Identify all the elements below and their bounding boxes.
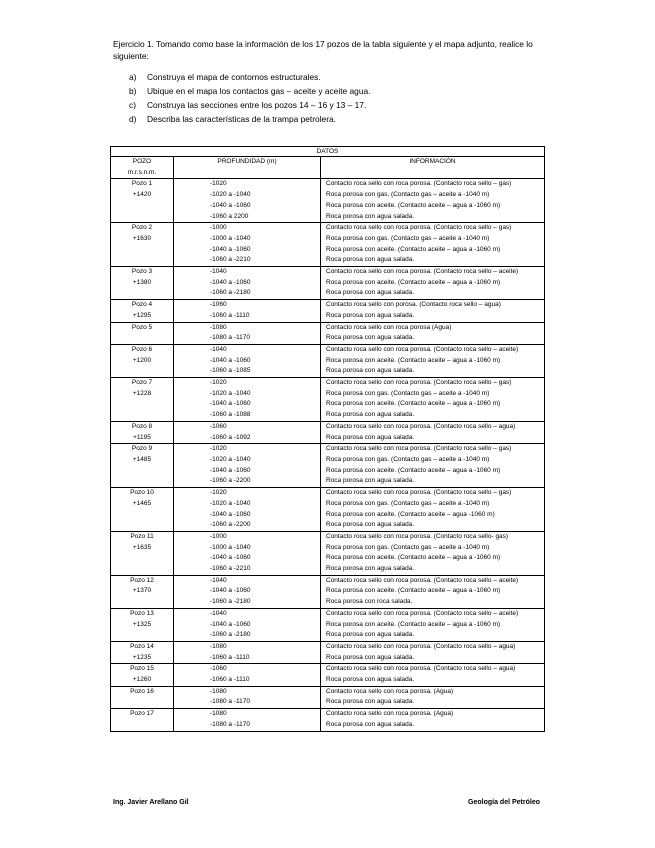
cell-pozo xyxy=(111,664,174,686)
pozo-line: +1370 xyxy=(132,587,152,595)
depth-line: -1020 a -1040 xyxy=(210,455,251,463)
cell-informacion xyxy=(321,488,545,532)
cell-pozo xyxy=(111,378,174,422)
exercise-intro: Ejercicio 1. Tomando como base la información de los 17 pozos de la tabla siguiente y el mapa adjunto, realice lo siguiente: xyxy=(113,39,533,61)
task-text: Construya las secciones entre los pozos 14 – 16 y 13 – 17. xyxy=(147,100,367,110)
cell-pozo xyxy=(111,641,174,663)
info-line: Contacto roca sello con roca porosa. (Contacto roca sello- gas) xyxy=(326,532,509,540)
exercise-block xyxy=(113,38,553,128)
depth-line: -1060 a -2180 xyxy=(210,289,251,297)
pozo-line: Pozo 9 xyxy=(131,445,153,453)
cell-profundidad xyxy=(174,322,321,344)
depth-line: -1060 a -1085 xyxy=(210,367,251,375)
header-pozo-unit: m.r.s.n.m. xyxy=(127,168,157,176)
cell-pozo xyxy=(111,488,174,532)
task-text: Ubique en el mapa los contactos gas – aceite y aceite agua. xyxy=(147,86,371,96)
cell-profundidad xyxy=(174,531,321,575)
task-marker: c) xyxy=(129,100,136,110)
cell-pozo xyxy=(111,267,174,300)
table-row xyxy=(111,344,545,377)
depth-line: -1000 a -1040 xyxy=(210,234,251,242)
depth-line: -1060 a -1110 xyxy=(210,676,250,684)
info-line: Roca porosa con agua salada. xyxy=(326,676,415,684)
pozo-line: +1195 xyxy=(133,433,151,441)
depth-line: -1060 a -2210 xyxy=(210,565,251,573)
footer-author: Ing. Javier Arellano Gil xyxy=(113,799,189,806)
info-line: Contacto roca sello con porosa. (Contacto roca sello – agua) xyxy=(326,301,501,309)
cell-pozo xyxy=(111,575,174,608)
cell-pozo xyxy=(111,421,174,443)
info-line: Contacto roca sello con roca porosa. (Contacto roca sello – agua) xyxy=(326,642,516,650)
depth-line: -1020 a -1040 xyxy=(210,499,251,507)
task-item xyxy=(129,72,553,83)
cell-informacion xyxy=(321,686,545,708)
depth-line: -1020 xyxy=(210,445,227,453)
cell-informacion xyxy=(321,575,545,608)
pozo-line: Pozo 16 xyxy=(130,687,154,695)
table-row xyxy=(111,575,545,608)
pozo-line: Pozo 14 xyxy=(130,642,154,650)
depth-line: -1040 a -1060 xyxy=(210,278,251,286)
info-line: Roca porosa con agua salada. xyxy=(326,212,415,220)
pozo-line: Pozo 6 xyxy=(131,345,153,353)
cell-informacion xyxy=(321,421,545,443)
info-line: Contacto roca sello con roca porosa. (Contacto roca sello – gas) xyxy=(326,379,512,387)
depth-line: -1060 a -2210 xyxy=(210,256,251,264)
depth-line: -1060 xyxy=(210,422,227,430)
table-row xyxy=(111,709,545,731)
info-line: Roca porosa con gas. (Contacto gas – aceite a -1040 m) xyxy=(326,389,490,397)
task-marker: d) xyxy=(129,114,137,124)
task-item xyxy=(129,100,553,111)
table-row xyxy=(111,686,545,708)
wells-data-table xyxy=(110,146,545,732)
depth-line: -1080 xyxy=(210,687,227,695)
info-line: Roca porosa con gas. (Contacto gas – aceite a -1040 m) xyxy=(326,191,490,199)
depth-line: -1060 a 2200 xyxy=(210,212,249,220)
table-body xyxy=(111,179,545,731)
info-line: Contacto roca sello con roca porosa. (Contacto roca sello – gas) xyxy=(326,445,512,453)
pozo-line: Pozo 3 xyxy=(131,268,153,276)
cell-profundidad xyxy=(174,686,321,708)
cell-profundidad xyxy=(174,575,321,608)
header-pozo xyxy=(111,157,174,179)
depth-line: -1020 xyxy=(210,180,227,188)
pozo-line: Pozo 10 xyxy=(130,489,154,497)
cell-pozo xyxy=(111,344,174,377)
pozo-line: +1485 xyxy=(132,455,152,463)
table-row xyxy=(111,267,545,300)
info-line: Contacto roca sello con roca porosa. (Contacto roca sello – gas) xyxy=(326,224,512,232)
cell-informacion xyxy=(321,444,545,488)
task-text: Construya el mapa de contornos estructurales. xyxy=(147,72,321,82)
depth-line: -1040 a -1060 xyxy=(210,400,251,408)
cell-profundidad xyxy=(174,488,321,532)
depth-line: -1060 xyxy=(210,301,227,309)
cell-profundidad xyxy=(174,709,321,731)
cell-informacion xyxy=(321,179,545,223)
cell-informacion xyxy=(321,608,545,641)
info-line: Roca porosa con aceite. (Contacto aceite – agua a -1060 m) xyxy=(326,620,501,628)
pozo-line: Pozo 17 xyxy=(130,710,154,718)
cell-pozo xyxy=(111,444,174,488)
info-line: Contacto roca sello con roca porosa. (Contacto roca sello – gas) xyxy=(326,489,512,497)
depth-line: -1060 a -2180 xyxy=(210,598,251,606)
table-row xyxy=(111,378,545,422)
cell-pozo xyxy=(111,300,174,322)
depth-line: -1060 a -2200 xyxy=(210,477,251,485)
info-line: Roca porosa con aceite. (Contacto aceite – agua a -1060 m) xyxy=(326,356,501,364)
pozo-line: Pozo 4 xyxy=(131,301,153,309)
depth-line: -1080 a -1170 xyxy=(210,720,250,728)
pozo-line: +1635 xyxy=(132,543,152,551)
info-line: Contacto roca sello con roca porosa. (Contacto roca sello – agua) xyxy=(326,665,516,673)
info-line: Roca porosa con gas. (Contacto gas – aceite a -1040 m) xyxy=(326,543,490,551)
info-line: Roca porosa con aceite. (Contacto aceite – agua a -1060 m) xyxy=(326,466,501,474)
info-line: Contacto roca sello con roca porosa. (Agua) xyxy=(326,710,454,718)
table-row xyxy=(111,531,545,575)
table-row xyxy=(111,300,545,322)
info-line: Contacto roca sello con roca porosa. (Contacto roca sello – aceite) xyxy=(326,576,519,584)
depth-line: -1040 a -1060 xyxy=(210,356,251,364)
task-marker: b) xyxy=(129,86,137,96)
info-line: Roca porosa con agua salada. xyxy=(326,521,415,529)
info-line: Contacto roca sello con roca porosa. (Contacto roca sello – agua) xyxy=(326,422,516,430)
cell-profundidad xyxy=(174,421,321,443)
cell-profundidad xyxy=(174,608,321,641)
pozo-line: +1630 xyxy=(132,234,152,242)
depth-line: -1000 a -1040 xyxy=(210,543,251,551)
info-line: Roca porosa con agua salada. xyxy=(326,367,415,375)
task-text: Describa las características de la trampa petrolera. xyxy=(147,114,336,124)
header-pozo-label: POZO xyxy=(132,158,152,165)
pozo-line: +1200 xyxy=(132,356,152,364)
info-line: Contacto roca sello con roca porosa. (Agua) xyxy=(326,687,454,695)
info-line: Roca porosa con agua salada. xyxy=(326,477,415,485)
pozo-line: +1295 xyxy=(132,311,152,319)
depth-line: -1020 xyxy=(210,379,227,387)
cell-informacion xyxy=(321,344,545,377)
depth-line: -1020 a -1040 xyxy=(210,191,251,199)
cell-informacion xyxy=(321,378,545,422)
info-line: Roca porosa con agua salada. xyxy=(326,289,415,297)
depth-line: -1040 xyxy=(210,576,227,584)
cell-informacion xyxy=(321,531,545,575)
depth-line: -1060 a -1092 xyxy=(210,433,251,441)
info-line: Roca porosa con aceite. (Contacto aceite – agua a -1060 m) xyxy=(326,587,501,595)
cell-profundidad xyxy=(174,267,321,300)
pozo-line: Pozo 1 xyxy=(131,180,153,188)
info-line: Roca porosa con aceite. (Contacto aceite – agua a -1060 m) xyxy=(326,554,501,562)
depth-line: -1040 xyxy=(210,268,227,276)
pozo-line: +1465 xyxy=(132,499,152,507)
depth-line: -1080 xyxy=(210,642,227,650)
table-caption: DATOS xyxy=(111,147,545,157)
depth-line: -1000 xyxy=(210,532,227,540)
table-row xyxy=(111,223,545,267)
pozo-line: +1228 xyxy=(132,389,152,397)
header-informacion: INFORMACIÓN xyxy=(321,157,545,179)
info-line: Roca porosa con aceite. (Contacto aceite – agua a -1060 m) xyxy=(326,400,501,408)
info-line: Contacto roca sello con roca porosa. (Contacto roca sello – aceite) xyxy=(326,345,519,353)
pozo-line: Pozo 5 xyxy=(131,323,153,331)
cell-profundidad xyxy=(174,378,321,422)
table-row xyxy=(111,322,545,344)
info-line: Roca porosa con agua salada. xyxy=(326,653,415,661)
cell-pozo xyxy=(111,322,174,344)
cell-informacion xyxy=(321,223,545,267)
cell-pozo xyxy=(111,223,174,267)
depth-line: -1060 a -2180 xyxy=(210,631,251,639)
info-line: Roca porosa con agua salada. xyxy=(326,433,415,441)
info-line: Contacto roca sello con roca porosa. (Contacto roca sello – gas) xyxy=(326,180,512,188)
info-line: Roca porosa con agua salada. xyxy=(326,311,415,319)
info-line: Roca porosa con agua salada. xyxy=(326,256,415,264)
pozo-line: +1420 xyxy=(132,191,152,199)
info-line: Roca porosa con aceite. (Contacto aceite – agua -1060 m) xyxy=(326,510,495,518)
task-list xyxy=(113,72,553,125)
cell-profundidad xyxy=(174,300,321,322)
cell-profundidad xyxy=(174,641,321,663)
pozo-line: Pozo 8 xyxy=(131,422,153,430)
info-line: Roca porosa con roca salada. xyxy=(326,598,413,606)
cell-pozo xyxy=(111,531,174,575)
depth-line: -1060 a -2200 xyxy=(210,521,251,529)
info-line: Contacto roca sello con roca porosa. (Contacto roca sello – aceite) xyxy=(326,609,519,617)
cell-pozo xyxy=(111,608,174,641)
info-line: Roca porosa con aceite. (Contacto aceite – agua a -1060 m) xyxy=(326,201,501,209)
depth-line: -1080 xyxy=(210,710,227,718)
depth-line: -1020 xyxy=(210,489,227,497)
pozo-line: Pozo 2 xyxy=(131,224,153,232)
depth-line: -1020 a -1040 xyxy=(210,389,251,397)
depth-line: -1060 a -1110 xyxy=(210,653,250,661)
depth-line: -1000 xyxy=(210,224,227,232)
cell-pozo xyxy=(111,686,174,708)
pozo-line: +1380 xyxy=(132,278,152,286)
cell-informacion xyxy=(321,664,545,686)
table-row xyxy=(111,664,545,686)
depth-line: -1040 a -1060 xyxy=(210,466,251,474)
info-line: Roca porosa con agua salada. xyxy=(326,720,415,728)
pozo-line: Pozo 12 xyxy=(130,576,154,584)
depth-line: -1040 a -1060 xyxy=(210,620,251,628)
table-row xyxy=(111,421,545,443)
pozo-line: Pozo 7 xyxy=(131,379,153,387)
pozo-line: +1260 xyxy=(132,676,152,684)
cell-informacion xyxy=(321,709,545,731)
depth-line: -1080 a -1170 xyxy=(210,698,250,706)
depth-line: -1040 a -1060 xyxy=(210,245,251,253)
header-profundidad: PROFUNDIDAD (m) xyxy=(174,157,321,179)
info-line: Roca porosa con agua salada. xyxy=(326,334,415,342)
cell-profundidad xyxy=(174,344,321,377)
cell-profundidad xyxy=(174,223,321,267)
task-item xyxy=(129,114,553,125)
pozo-line: Pozo 11 xyxy=(130,532,154,540)
info-line: Roca porosa con gas. (Contacto gas – aceite a -1040 m) xyxy=(326,499,490,507)
task-item xyxy=(129,86,553,97)
table-row xyxy=(111,444,545,488)
cell-informacion xyxy=(321,267,545,300)
depth-line: -1040 xyxy=(210,609,227,617)
depth-line: -1040 a -1060 xyxy=(210,510,251,518)
depth-line: -1080 a -1170 xyxy=(210,334,250,342)
depth-line: -1040 a -1060 xyxy=(210,201,251,209)
pozo-line: Pozo 13 xyxy=(130,609,154,617)
table-row xyxy=(111,488,545,532)
table-row xyxy=(111,608,545,641)
depth-line: -1060 a -1110 xyxy=(210,311,250,319)
cell-profundidad xyxy=(174,664,321,686)
depth-line: -1060 a -1088 xyxy=(210,411,251,419)
cell-profundidad xyxy=(174,444,321,488)
cell-informacion xyxy=(321,322,545,344)
cell-pozo xyxy=(111,709,174,731)
info-line: Contacto roca sello con roca porosa. (Contacto roca sello – aceite) xyxy=(326,268,519,276)
footer-subject: Geología del Petróleo xyxy=(468,799,540,806)
info-line: Roca porosa con aceite. (Contacto aceite – agua a -1060 m) xyxy=(326,278,501,286)
depth-line: -1040 xyxy=(210,345,227,353)
table-row xyxy=(111,641,545,663)
cell-pozo xyxy=(111,179,174,223)
depth-line: -1080 xyxy=(210,323,227,331)
cell-informacion xyxy=(321,641,545,663)
pozo-line: +1235 xyxy=(132,653,152,661)
depth-line: -1060 xyxy=(210,665,227,673)
info-line: Roca porosa con agua salada. xyxy=(326,411,415,419)
cell-profundidad xyxy=(174,179,321,223)
info-line: Contacto roca sello con roca porosa (Agua) xyxy=(326,323,452,331)
task-marker: a) xyxy=(129,72,137,82)
info-line: Roca porosa con gas. (Contacto gas – aceite a -1040 m) xyxy=(326,455,490,463)
info-line: Roca porosa con agua salada. xyxy=(326,698,415,706)
info-line: Roca porosa con gas. (Contacto gas – aceite a -1040 m) xyxy=(326,234,490,242)
cell-informacion xyxy=(321,300,545,322)
table-row xyxy=(111,179,545,223)
depth-line: -1040 a -1060 xyxy=(210,554,251,562)
pozo-line: Pozo 15 xyxy=(130,665,154,673)
info-line: Roca porosa con aceite. (Contacto aceite – agua a -1060 m) xyxy=(326,245,501,253)
info-line: Roca porosa con agua salada. xyxy=(326,631,415,639)
pozo-line: +1325 xyxy=(132,620,152,628)
info-line: Roca porosa con agua salada. xyxy=(326,565,415,573)
depth-line: -1040 a -1060 xyxy=(210,587,251,595)
